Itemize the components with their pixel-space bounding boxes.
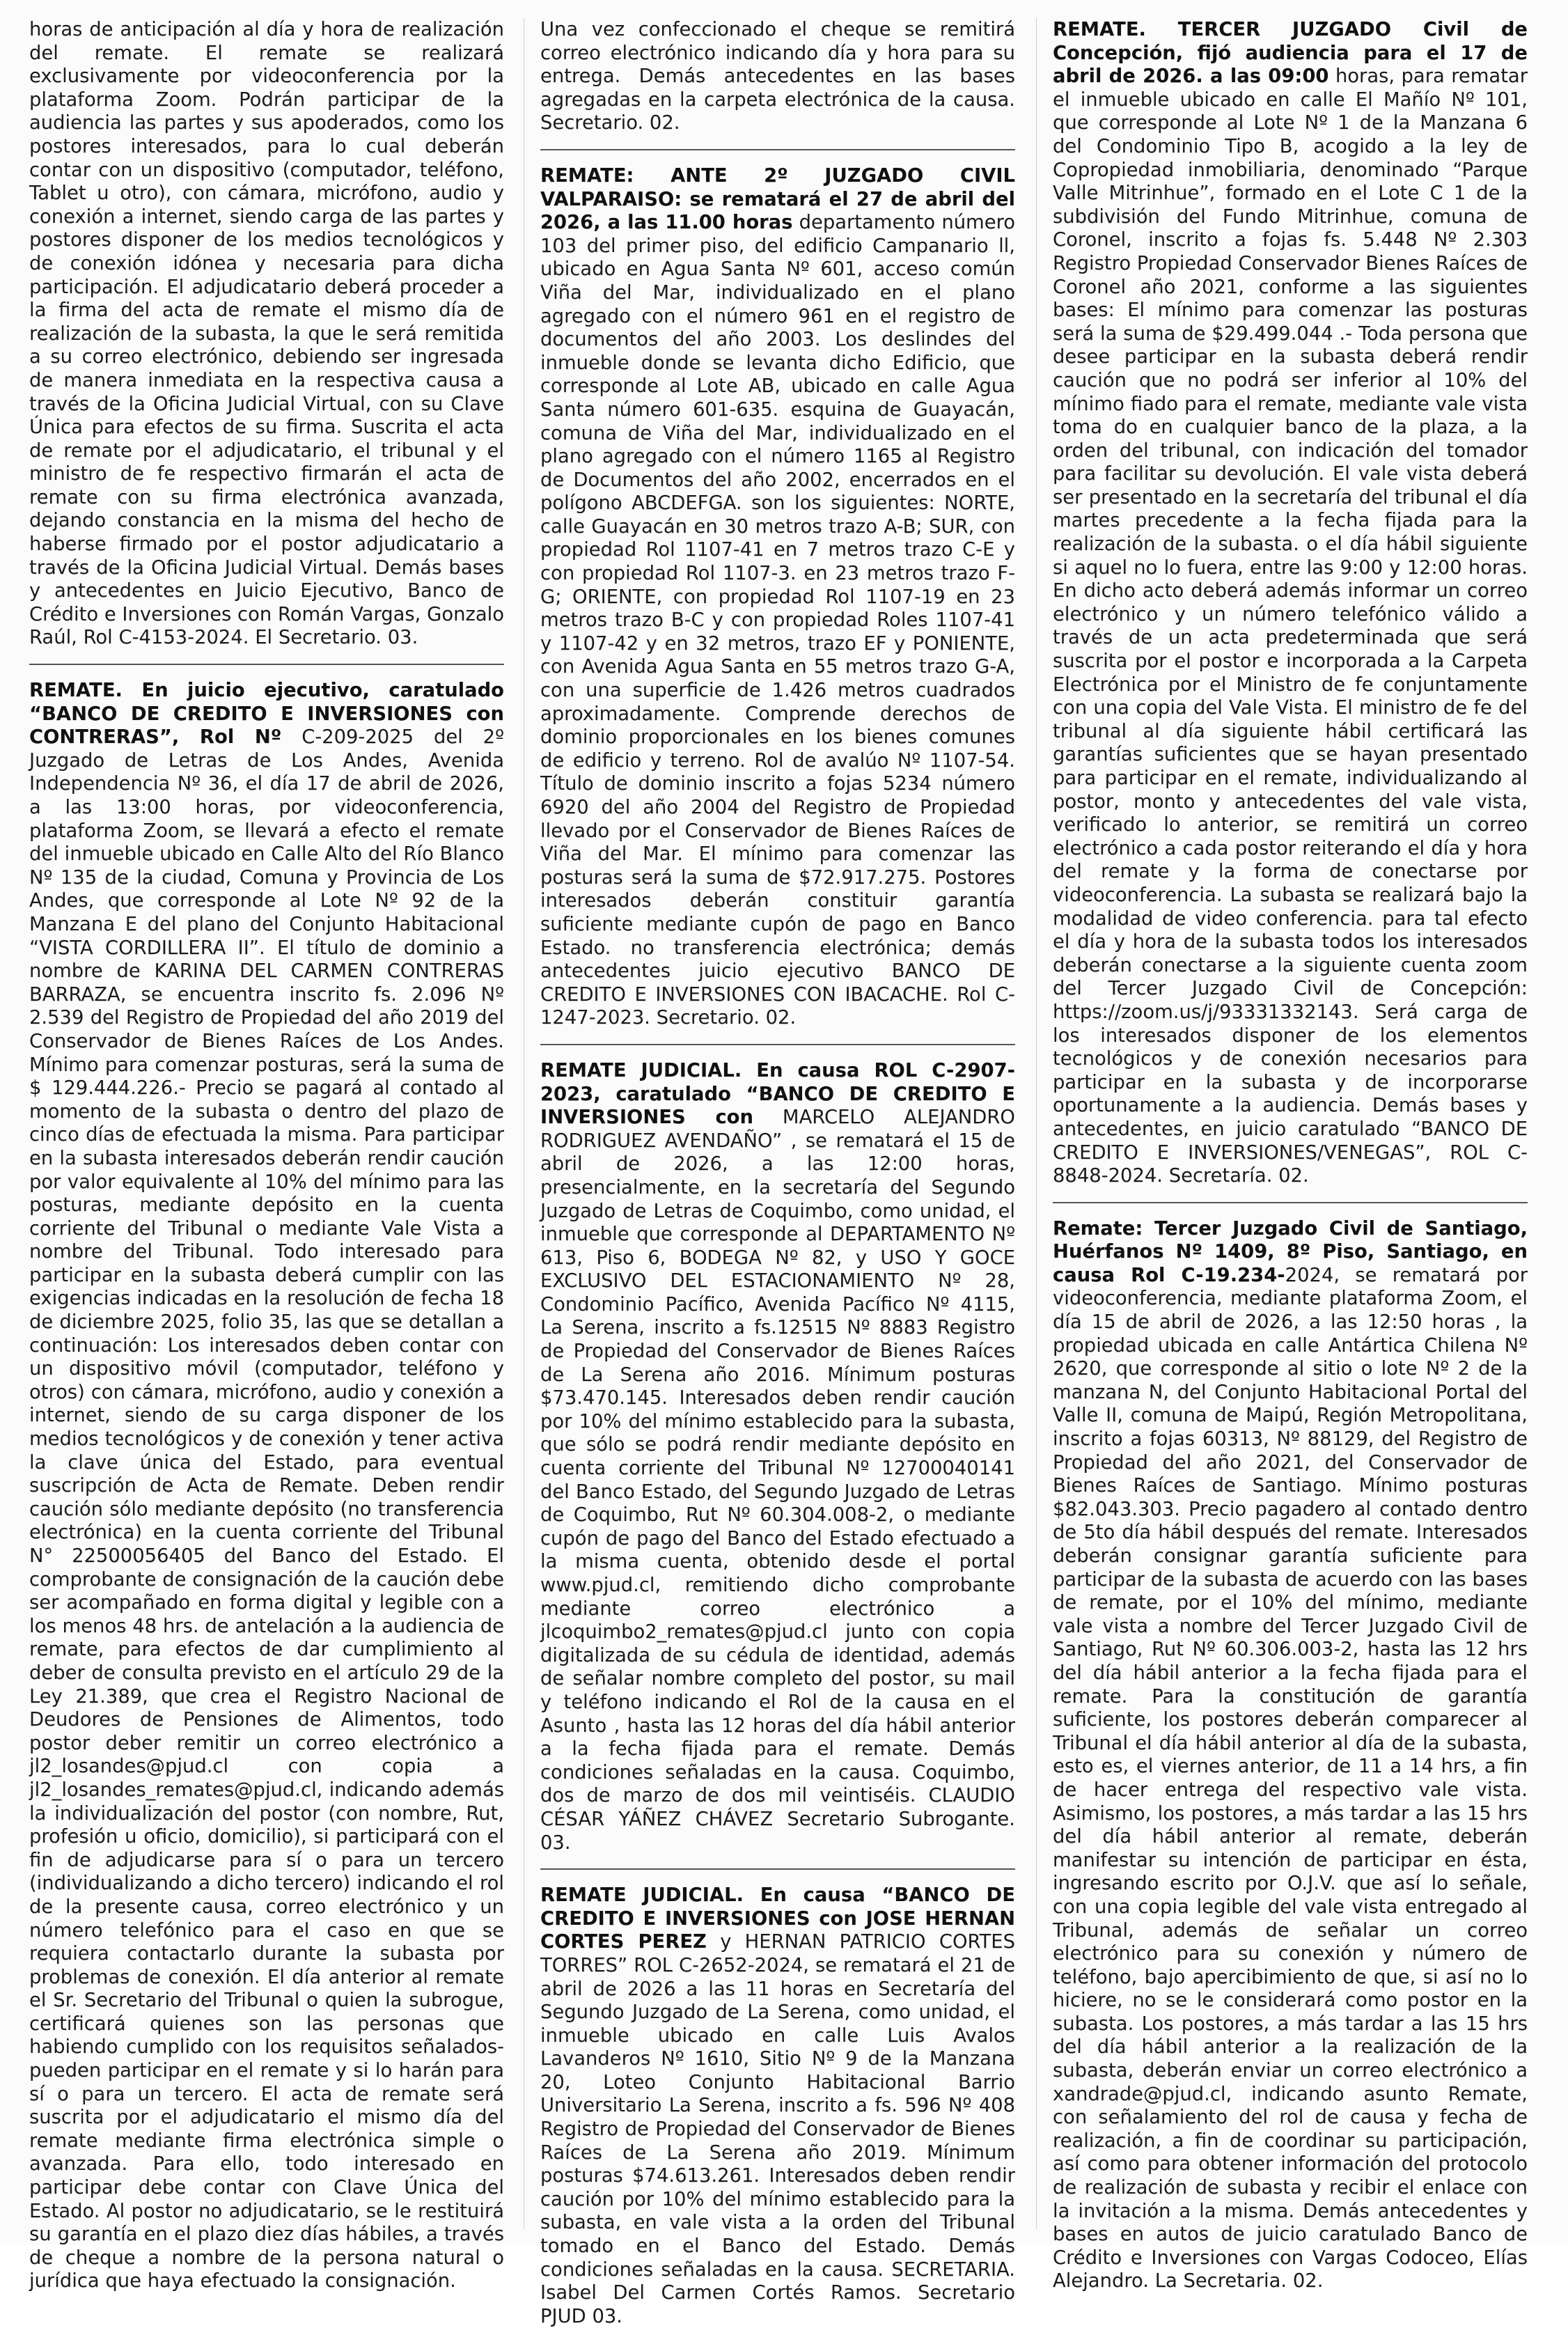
notice-text (29, 18, 504, 650)
notice-text (540, 164, 1015, 1030)
notice-coquimbo (540, 1059, 1015, 1854)
notice-body: 2024, se rematará por videoconferencia, mediante plataforma Zoom, el día 15 de abril de 2026, a las 12:50 horas , la propiedad ubicada en calle Antártica Chilena Nº 2620, que corresponde al sitio o lote Nº 2 de la manzana N, del Conjunto Habitacional Portal del Valle II, comuna de Maipú, Región Metropolitana, inscrito a fojas 60313, Nº 88129, del Registro de Propiedad del año 2021, del Conservador de Bienes Raíces de Santiago. Mínimo posturas $82.043.303. Precio pagadero al contado dentro de 5to día hábil después del remate. Interesados deberán consignar garantía suficiente para participar de la subasta de acuerdo con las bases de remate, por el 10% del mínimo, mediante vale vista a nombre del Tercer Juzgado Civil de Santiago, Rut Nº 60.306.003-2, hasta las 12 hrs del día hábil anterior a la fecha fijada para el remate. Para la constitución de garantía suficiente, los postores deberán comparecer al Tribunal el día hábil anterior al día de la subasta, esto es, el viernes anterior, de 11 a 14 hrs, a fin de hacer entrega del respectivo vale vista. Asimismo, los postores, a más tardar a las 15 hrs del día hábil anterior al remate, deberán manifestar su intención de participar en ésta, ingresando escrito por O.J.V. que así lo señale, con una copia legible del vale vista entregado al Tribunal, además de señalar un correo electrónico para su conexión y número de teléfono, bajo apercibimiento de que, si así no lo hiciere, no se le considerará como postor en la subasta. Los postores, a más tardar a las 15 hrs del día hábil anterior a la realización de la subasta, deberán enviar un correo electrónico a xandrade@pjud.cl, indicando asunto Remate, con señalamiento del rol de causa y fecha de realización, a fin de coordinar su participación, así como para obtener información del protocolo de realización de subasta y recibir el enlace con la invitación a la misma. Demás antecedentes y bases en autos de juicio caratulado Banco de Crédito e Inversiones con Vargas Codoceo, Elías Alejandro. La Secretaria. 02. (1053, 1264, 1528, 2292)
notice-text (1053, 18, 1528, 1188)
notice-body: y HERNAN PATRICIO CORTES TORRES” ROL C-2652-2024, se rematará el 21 de abril de 2026 a las 11 horas en Secretaría del Segundo Juzgado de La Serena, como unidad, el inmueble ubicado en calle Luis Avalos Lavanderos Nº 1610, Sitio Nº 9 de la Manzana 20, Loteo Conjunto Habitacional Barrio Universitario La Serena, inscrito a fs. 596 Nº 408 Registro de Propiedad del Conservador de Bienes Raíces de La Serena año 2019. Mínimum posturas $74.613.261. Interesados deben rendir caución por 10% del mínimo establecido para la subasta, en vale vista a la orden del Tribunal tomado en el Banco del Estado. Demás condiciones señaladas en la causa. SECRETARIA. Isabel Del Carmen Cortés Ramos. Secretario PJUD 03. (540, 1931, 1015, 2327)
notice-separator (540, 149, 1015, 150)
notice-body: Una vez confeccionado el cheque se remitirá correo electrónico indicando día y hora para su entrega. Demás antecedentes en las bases agregadas en la carpeta electrónica de la causa. Secretario. 02. (540, 19, 1015, 134)
notice-text (540, 18, 1015, 135)
notice-body: MARCELO ALEJANDRO RODRIGUEZ AVENDAÑO” , se rematará el 15 de abril de 2026, a las 12:00 horas, presencialmente, en la secretaría del Segundo Juzgado de Letras de Coquimbo, como unidad, el inmueble que corresponde al DEPARTAMENTO Nº 613, Piso 6, BODEGA Nº 82, y USO Y GOCE EXCLUSIVO DEL ESTACIONAMIENTO Nº 28, Condominio Pacífico, Avenida Pacífico Nº 4115, La Serena, inscrito a fs.12515 Nº 8883 Registro de Propiedad del Conservador de Bienes Raíces de La Serena año 2016. Mínimum posturas $73.470.145. Interesados deben rendir caución por 10% del mínimo establecido para la subasta, que sólo se podrá rendir mediante depósito en cuenta corriente del Tribunal Nº 12700040141 del Banco Estado, del Segundo Juzgado de Letras de Coquimbo, Rut Nº 60.304.008-2, o mediante cupón de pago del Banco del Estado efectuado a la misma cuenta, obtenido desde el portal www.pjud.cl, remitiendo dicho comprobante mediante correo electrónico a jlcoquimbo2_remates@pjud.cl junto con copia digitalizada de su cédula de identidad, además de señalar nombre completo del postor, su mail y teléfono indicando el Rol de la causa en el Asunto , hasta las 12 horas del día hábil anterior a la fecha fijada para el remate. Demás condiciones señaladas en la causa. Coquimbo, dos de marzo de dos mil veintiséis. CLAUDIO CÉSAR YÁÑEZ CHÁVEZ Secretario Subrogante. 03. (540, 1107, 1015, 1854)
notice-body: horas de anticipación al día y hora de realización del remate. El remate se realizará exclusivamente por videoconferencia por la plataforma Zoom. Podrán participar de la audiencia las partes y sus apoderados, como los postores interesados, para lo cual deberán contar con un dispositivo (computador, teléfono, Tablet u otro), con cámara, micrófono, audio y conexión a internet, siendo carga de las partes y postores disponer de los medios tecnológicos y de conexión idónea y necesaria para dicha participación. El adjudicatario deberá proceder a la firma del acta de remate el mismo día de realización de la subasta, la que le será remitida a su correo electrónico, debiendo ser ingresada de manera inmediata en la respectiva causa a través de la Oficina Judicial Virtual, con su Clave Única para efectos de su firma. Suscrita el acta de remate por el adjudicatario, el tribunal y el ministro de fe respectivo firmarán el acta de remate con su firma electrónica avanzada, dejando constancia en la misma del hecho de haberse firmado por el postor adjudicatario a través de la Oficina Judicial Virtual. Demás bases y antecedentes en Juicio Ejecutivo, Banco de Crédito e Inversiones con Román Vargas, Gonzalo Raúl, Rol C-4153-2024. El Secretario. 03. (29, 19, 504, 649)
notice-separator (1053, 1202, 1528, 1203)
notice-text (1053, 1217, 1528, 2293)
notice-separator (540, 1044, 1015, 1045)
notice-santiago (1053, 1217, 1528, 2293)
notice-los-andes (29, 679, 504, 2293)
notice-body: departamento número 103 del primer piso, del edificio Campanario ll, ubicado en Agua Santa Nº 601, acceso común Viña del Mar, individualizado en el plano agregado con el número 961 en el registro de documentos del año 2003. Los deslindes del inmueble donde se levanta dicho Edificio, que corresponde al Lote AB, ubicado en calle Agua Santa número 601-635. esquina de Guayacán, comuna de Viña del Mar, individualizado en el plano agregado con el número 1165 al Registro de Documentos del año 2002, encerrados en el polígono ABCDEFGA. son los siguientes: NORTE, calle Guayacán en 30 metros trazo A-B; SUR, con propiedad Rol 1107-41 en 7 metros trazo C-E y con propiedad Rol 1107-3. en 23 metros trazo F-G; ORIENTE, con propiedad Rol 1107-19 en 23 metros trazo B-C y con propiedad Roles 1107-41 y 1107-42 y en 32 metros, trazo EF y PONIENTE, con Avenida Agua Santa en 55 metros trazo G-A, con una superficie de 1.426 metros cuadrados aproximadamente. Comprende derechos de dominio proporcionales en los bienes comunes de edificio y terreno. Rol de avalúo Nº 1107-54. Título de dominio inscrito a fojas 5234 número 6920 del año 2004 del Registro de Propiedad llevado por el Conservador de Bienes Raíces de Viña del Mar. El mínimo para comenzar las posturas será la suma de $72.917.275. Postores interesados deberán constituir garantía suficiente mediante cupón de pago en Banco Estado. no transferencia electrónica; demás antecedentes juicio ejecutivo BANCO DE CREDITO E INVERSIONES CON IBACACHE. Rol C-1247-2023. Secretario. 02. (540, 212, 1015, 1029)
notice-text (540, 1059, 1015, 1854)
notice-valparaiso (540, 164, 1015, 1030)
notice-body: C-209-2025 del 2º Juzgado de Letras de Los Andes, Avenida Independencia Nº 36, el día 17 de abril de 2026, a las 13:00 horas, por videoconferencia, plataforma Zoom, se llevará a efecto el remate del inmueble ubicado en Calle Alto del Río Blanco Nº 135 de la ciudad, Comuna y Provincia de Los Andes, que corresponde al Lote Nº 92 de la Manzana E del plano del Conjunto Habitacional “VISTA CORDILLERA II”. El título de dominio a nombre de KARINA DEL CARMEN CONTRERAS BARRAZA, se encuentra inscrito fs. 2.096 Nº 2.539 del Registro de Propiedad del año 2019 del Conservador de Bienes Raíces de Los Andes. Mínimo para comenzar posturas, será la suma de $ 129.444.226.- Precio se pagará al contado al momento de la subasta o dentro del plazo de cinco días de efectuada la misma. Para participar en la subasta interesados deberán rendir caución por valor equivalente al 10% del mínimo para las posturas, mediante depósito en la cuenta corriente del Tribunal o mediante Vale Vista a nombre del Tribunal. Todo interesado para participar en la subasta deberá cumplir con las exigencias indicadas en la resolución de fecha 18 de diciembre 2025, folio 35, las que se detallan a continuación: Los interesados deben contar con un dispositivo móvil (computador, teléfono y otros) con cámara, micrófono, audio y conexión a internet, siendo de su carga disponer de los medios tecnológicos y de conexión y tener activa la clave única del Estado, para eventual suscripción de Acta de Remate. Deben rendir caución sólo mediante depósito (no transferencia electrónica) en la cuenta corriente del Tribunal N° 22500056405 del Banco del Estado. El comprobante de consignación de la caución debe ser acompañado en forma digital y legible con a los menos 48 hrs. de antelación a la audiencia de remate, para efectos de dar cumplimiento al deber de consulta previsto en el artículo 29 de la Ley 21.389, que crea el Registro Nacional de Deudores de Pensiones de Alimentos, todo postor deber remitir un correo electrónico a jl2_losandes@pjud.cl con copia a jl2_losandes_remates@pjud.cl, indicando además la individualización del postor (con nombre, Rut, profesión u oficio, domicilio), si participará con el fin de adjudicarse para sí o para un tercero (individualizando a dicho tercero) indicando el rol de la presente causa, correo electrónico y un número telefónico para el caso en que se requiera contactarlo durante la subasta por problemas de conexión. El día anterior al remate el Sr. Secretario del Tribunal o quien la subrogue, certificará quienes son las personas que habiendo cumplido con los requisitos señalados- pueden participar en el remate y si lo harán para sí o para un tercero. El acta de remate será suscrita por el adjudicatario el mismo día del remate mediante firma electrónica simple o avanzada. Para ello, todo interesado en participar debe contar con Clave Única del Estado. Al postor no adjudicatario, se le restituirá su garantía en el plazo diez días hábiles, a través de cheque a nombre de la persona natural o jurídica que haya efectuado la consignación. (29, 726, 504, 2292)
notice-lead: Remate: Tercer Juzgado Civil de Santiago, Huérfanos Nº 1409, 8º Piso, Santiago, en causa Rol C-19.234- (1053, 1217, 1528, 1286)
notice-la-serena (540, 1884, 1015, 2328)
notice-continuation (540, 18, 1015, 135)
notice-lead: REMATE. En juicio ejecutivo, caratulado “BANCO DE CREDITO E INVERSIONES con CONTRERAS”, Rol Nº (29, 680, 504, 749)
column-2 (540, 18, 1015, 2327)
notice-lead: REMATE. TERCER JUZGADO Civil de Concepción, fijó audiencia para el 17 de abril de 2026. a las 09:00 (1053, 19, 1528, 88)
notice-text (29, 679, 504, 2293)
notice-lead: REMATE JUDICIAL. En causa ROL C-2907-2023, caratulado “BANCO DE CREDITO E INVERSIONES con (540, 1059, 1015, 1129)
column-1 (29, 18, 504, 2292)
notice-body: horas, para rematar el inmueble ubicado en calle El Mañío Nº 101, que corresponde al Lote Nº 1 de la Manzana 6 del Condominio Tipo B, acogido a la ley de Copropiedad inmobiliaria, denominado “Parque Valle Mitrinhue”, formado en el Lote C 1 de la subdivisión del Fundo Mitrinhue, comuna de Coronel, inscrito a fojas fs. 5.448 Nº 2.303 Registro Propiedad Conservador Bienes Raíces de Coronel año 2021, conforme a las siguientes bases: El mínimo para comenzar las posturas será la suma de $29.499.044 .- Toda persona que desee participar en la subasta deberá rendir caución que no podrá ser inferior al 10% del mínimo fiado para el remate, mediante vale vista toma do en cualquier banco de la plaza, a la orden del tribunal, con indicación del tomador para facilitar su devolución. El vale vista deberá ser presentado en la secretaría del tribunal el día martes precedente a la fecha fijada para la realización de la subasta. o el día hábil siguiente si aquel no lo fuera, entre las 9:00 y 12:00 horas. En dicho acto deberá además informar un correo electrónico y un número telefónico válido a través de un acta predeterminada que será suscrita por el postor e incorporada a la Carpeta Electrónica por el Ministro de fe conjuntamente con una copia del Vale Vista. El ministro de fe del tribunal al día siguiente hábil certificará las garantías suficientes que se hayan presentado para participar en el remate, individualizando al postor, monto y antecedentes del vale vista, verificado lo anterior, se remitirá un correo electrónico a cada postor reiterando el día y hora del remate y la forma de conectarse por videoconferencia. La subasta se realizará bajo la modalidad de video conferencia. para tal efecto el día y hora de la subasta todos los interesados deberán conectarse a la siguiente cuenta zoom del Tercer Juzgado Civil de Concepción: https://zoom.us/j/93331332143. Será carga de los interesados disponer de los elementos tecnológicos y de conexión necesarios para participar en la subasta y de incorporarse oportunamente a la audiencia. Demás bases y antecedentes, en juicio caratulado “BANCO DE CREDITO E INVERSIONES/VENEGAS”, ROL C-8848-2024. Secretaría. 02. (1053, 65, 1528, 1187)
notice-lead: REMATE: ANTE 2º JUZGADO CIVIL VALPARAISO: se rematará el 27 de abril del 2026, a las 11.00 horas (540, 164, 1015, 234)
column-3 (1053, 18, 1528, 2292)
column-divider (1036, 18, 1037, 2229)
notice-continuation (29, 18, 504, 650)
notice-separator (29, 664, 504, 665)
notice-text (540, 1884, 1015, 2328)
notice-concepcion (1053, 18, 1528, 1188)
notice-separator (540, 1868, 1015, 1870)
notice-lead: REMATE JUDICIAL. En causa “BANCO DE CREDITO E INVERSIONES con JOSE HERNAN CORTES PEREZ (540, 1884, 1015, 1953)
